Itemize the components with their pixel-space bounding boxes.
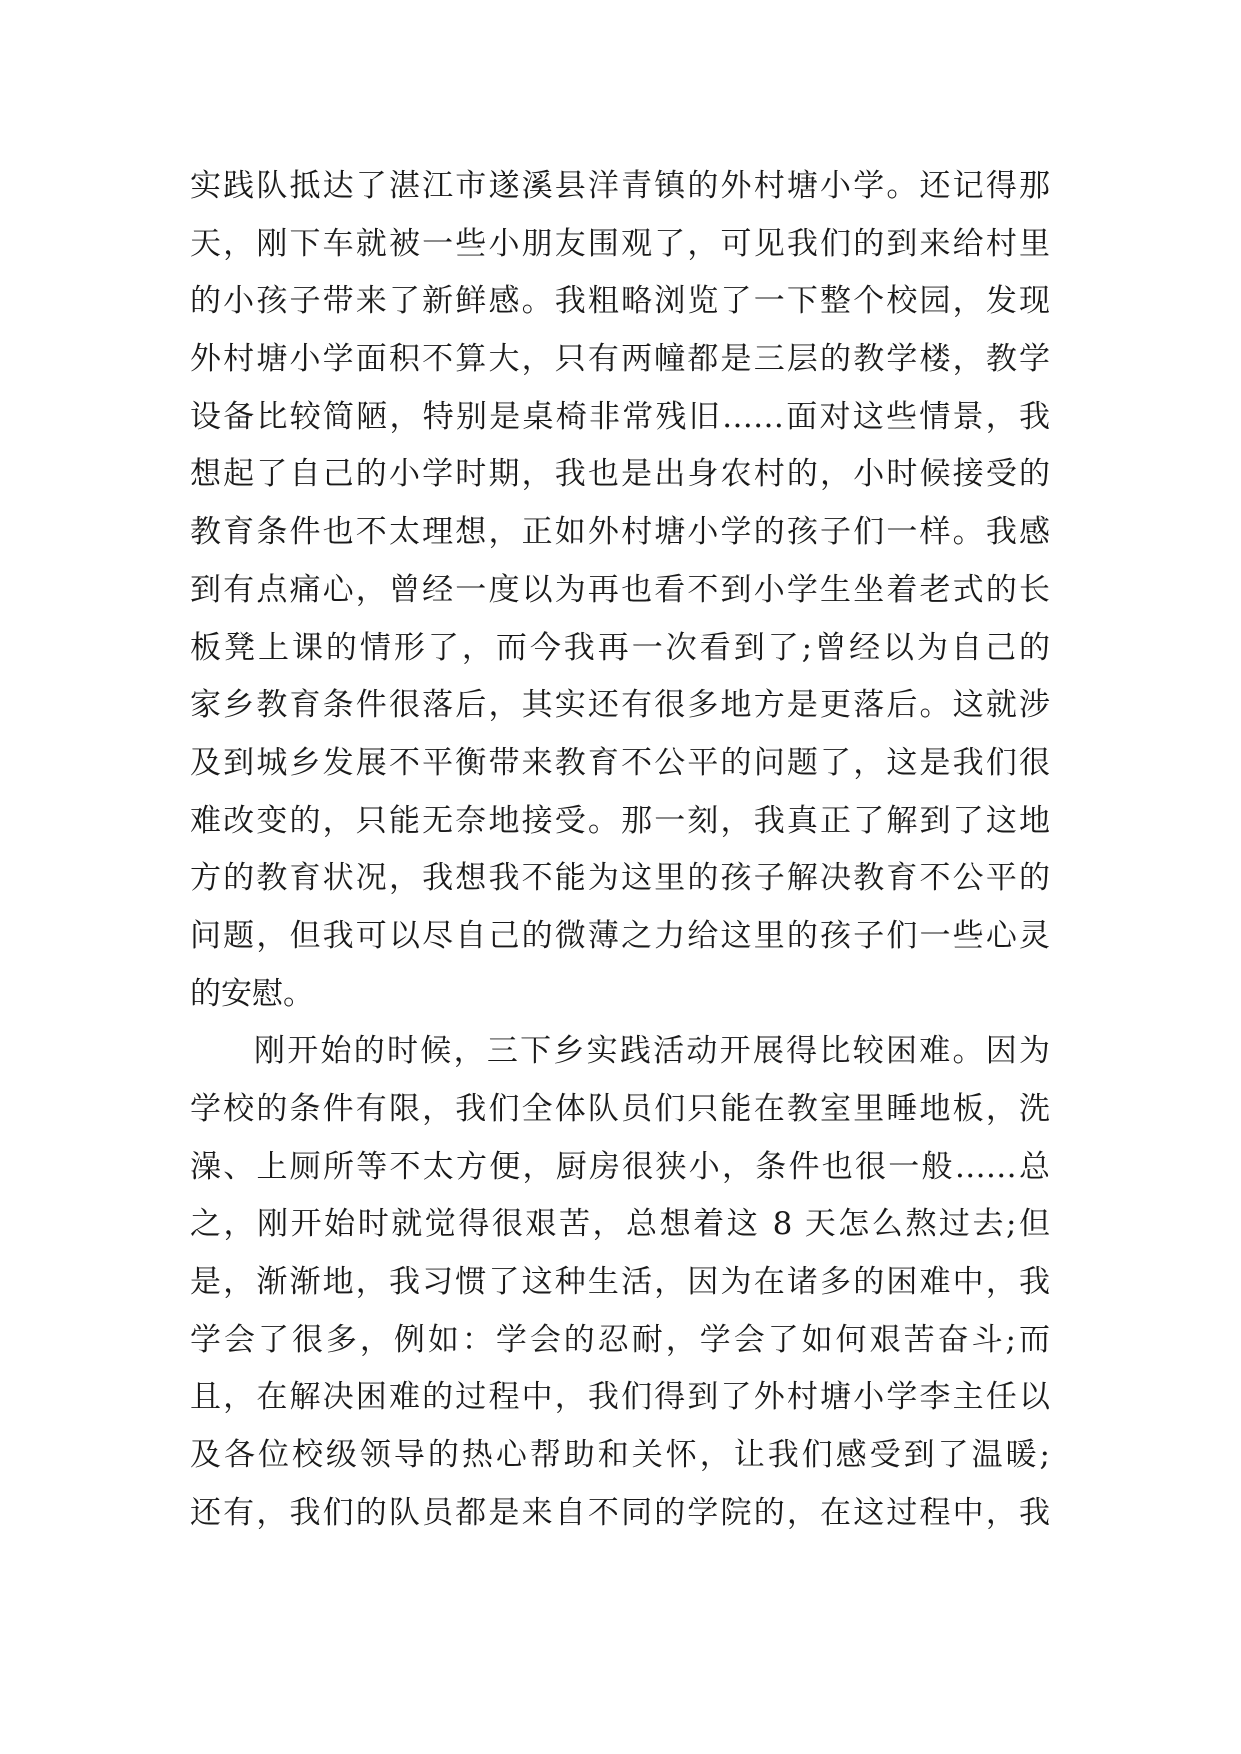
text-line: 难改变的，只能无奈地接受。那一刻，我真正了解到了这地 (190, 802, 1050, 839)
text-line: 方的教育状况，我想我不能为这里的孩子解决教育不公平的 (190, 860, 1050, 897)
text-line: 还有，我们的队员都是来自不同的学院的，在这过程中，我 (190, 1494, 1050, 1531)
text-line: 学校的条件有限，我们全体队员们只能在教室里睡地板，洗 (190, 1091, 1050, 1127)
text-line: 实践队抵达了湛江市遂溪县洋青镇的外村塘小学。还记得那 (190, 168, 1050, 204)
text-line: 家乡教育条件很落后，其实还有很多地方是更落后。这就涉 (190, 687, 1050, 724)
text-line: 到有点痛心，曾经一度以为再也看不到小学生坐着老式的长 (190, 571, 1050, 608)
text-line: 板凳上课的情形了，而今我再一次看到了;曾经以为自己的 (190, 629, 1050, 666)
text-line: 澡、上厕所等不太方便，厨房很狭小，条件也很一般……总 (190, 1148, 1050, 1185)
text-line: 刚开始的时候，三下乡实践活动开展得比较困难。因为 (254, 1033, 1050, 1070)
paragraph-1 (190, 158, 1050, 1023)
text-line: 之，刚开始时就觉得很艰苦，总想着这 8 天怎么熬过去;但 (190, 1206, 1050, 1243)
text-line: 外村塘小学面积不算大，只有两幢都是三层的教学楼，教学 (190, 341, 1050, 378)
text-line: 教育条件也不太理想，正如外村塘小学的孩子们一样。我感 (190, 514, 1050, 551)
text-line: 的安慰。 (190, 975, 314, 1012)
text-line: 想起了自己的小学时期，我也是出身农村的，小时候接受的 (190, 456, 1050, 493)
text-line: 学会了很多，例如：学会的忍耐，学会了如何艰苦奋斗;而 (190, 1321, 1050, 1358)
text-line: 及各位校级领导的热心帮助和关怀，让我们感受到了温暖; (190, 1437, 1050, 1474)
paragraph-2 (190, 1023, 1050, 1542)
text-line: 的小孩子带来了新鲜感。我粗略浏览了一下整个校园，发现 (190, 283, 1050, 320)
text-line: 问题，但我可以尽自己的微薄之力给这里的孩子们一些心灵 (190, 917, 1050, 954)
text-line: 及到城乡发展不平衡带来教育不公平的问题了，这是我们很 (190, 744, 1050, 781)
body-text (190, 158, 1050, 1543)
text-line: 是，渐渐地，我习惯了这种生活，因为在诸多的困难中，我 (190, 1264, 1050, 1301)
text-line: 且，在解决困难的过程中，我们得到了外村塘小学李主任以 (190, 1379, 1050, 1416)
text-line: 设备比较简陋，特别是桌椅非常残旧……面对这些情景，我 (190, 398, 1050, 435)
text-line: 天，刚下车就被一些小朋友围观了，可见我们的到来给村里 (190, 225, 1050, 262)
